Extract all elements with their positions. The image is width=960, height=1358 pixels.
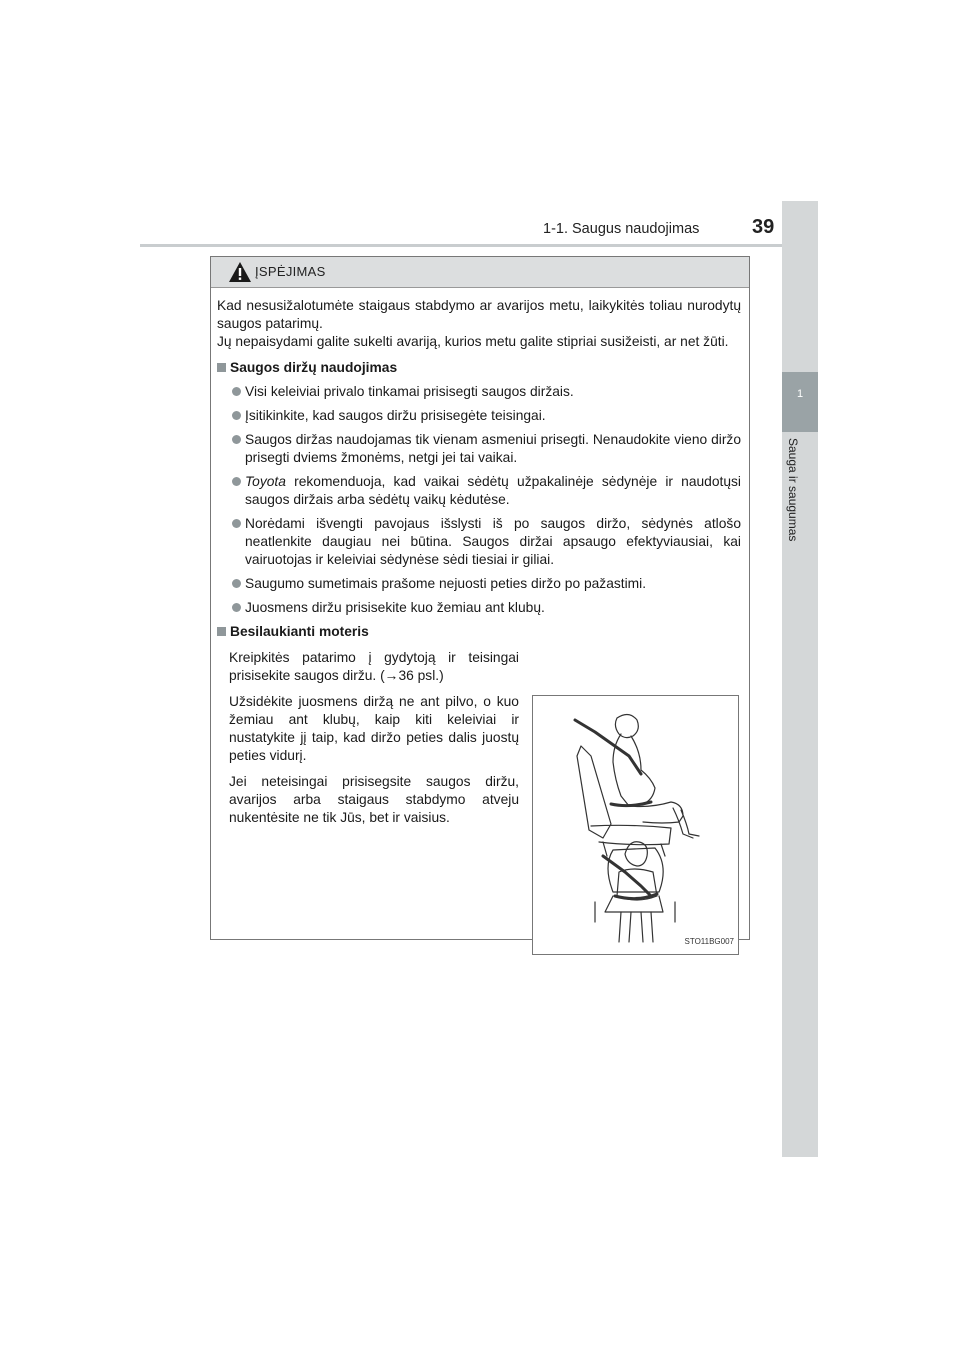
- bullet-dot-icon: [232, 387, 241, 396]
- bullet-dot-icon: [232, 579, 241, 588]
- chapter-number: 1: [796, 388, 804, 400]
- pregnant-text: [217, 649, 519, 827]
- section-heading-pregnant: Besilaukianti moteris: [217, 623, 741, 641]
- chapter-sidebar: [782, 201, 818, 1157]
- list-item: Toyota rekomenduoja, kad vaikai sėdėtų užpakalinėje sėdynėje ir naudotųsi saugos diržais arba sėdėtų vaikų kėdutėse.: [217, 473, 741, 509]
- header-rule: [140, 244, 818, 247]
- bullet-dot-icon: [232, 519, 241, 528]
- warning-triangle-icon: [228, 261, 252, 283]
- section-heading-seatbelts: Saugos diržų naudojimas: [217, 359, 741, 377]
- bullet-dot-icon: [232, 435, 241, 444]
- warning-box: [210, 256, 750, 946]
- bullet-dot-icon: [232, 603, 241, 612]
- seatbelt-illustration: [532, 695, 739, 955]
- bullet-dot-icon: [232, 411, 241, 420]
- paragraph: Užsidėkite juosmens diržą ne ant pilvo, o kuo žemiau ant klubų, kaip kiti keleiviai ir nustatykite jį taip, kad diržo peties dalis juostų peties vidurį.: [229, 694, 519, 763]
- chapter-label: Sauga ir saugumas: [786, 438, 800, 542]
- intro-paragraph: Jų nepaisydami galite sukelti avariją, kurios metu galite stipriai susižeisti, ar net žūti.: [217, 334, 729, 349]
- list-item: Saugumo sumetimais prašome nejuosti peties diržo po pažastimi.: [217, 575, 741, 593]
- paragraph: Kreipkitės patarimo į gydytoją ir teisingai prisisekite saugos diržu. (→36 psl.): [229, 650, 519, 683]
- warning-body: [217, 297, 741, 946]
- page-number: 39: [752, 216, 775, 238]
- intro-paragraph: Kad nesusižalotumėte staigaus stabdymo ar avarijos metu, laikykitės toliau nurodytų saugos patarimų.: [217, 298, 741, 331]
- list-item: Juosmens diržu prisisekite kuo žemiau ant klubų.: [217, 599, 741, 617]
- paragraph: Jei neteisingai prisisegsite saugos diržu, avarijos arba staigaus stabdymo atveju nukentėsite ne tik Jūs, bet ir vaisius.: [229, 774, 519, 825]
- list-item: Visi keleiviai privalo tinkamai prisisegti saugos diržais.: [217, 383, 741, 401]
- square-bullet-icon: [217, 363, 226, 372]
- brand-name: Toyota: [245, 474, 286, 489]
- section-title: 1-1. Saugus naudojimas: [543, 221, 700, 237]
- warning-header: [211, 257, 749, 288]
- warning-title: ĮSPĖJIMAS: [255, 264, 326, 279]
- bullet-dot-icon: [232, 477, 241, 486]
- list-item: Norėdami išvengti pavojaus išslysti iš po saugos diržo, sėdynės atlošo neatlenkite daugiau nei būtina. Saugos diržai apsaugo efektyviausiai, kai vairuotojas ir keleiviai sėdynėse sėdi tiesiai ir giliai.: [217, 515, 741, 569]
- figure-code: STO11BG007: [684, 937, 734, 946]
- list-item: Įsitikinkite, kad saugos diržu prisisegėte teisingai.: [217, 407, 741, 425]
- chapter-tab[interactable]: [782, 372, 818, 432]
- square-bullet-icon: [217, 627, 226, 636]
- list-item: Saugos diržas naudojamas tik vienam asmeniui prisegti. Nenaudokite vieno diržo prisegti dviems žmonėms, netgi jei tai vaikai.: [217, 431, 741, 467]
- pregnant-woman-seatbelt-drawing: [533, 696, 738, 954]
